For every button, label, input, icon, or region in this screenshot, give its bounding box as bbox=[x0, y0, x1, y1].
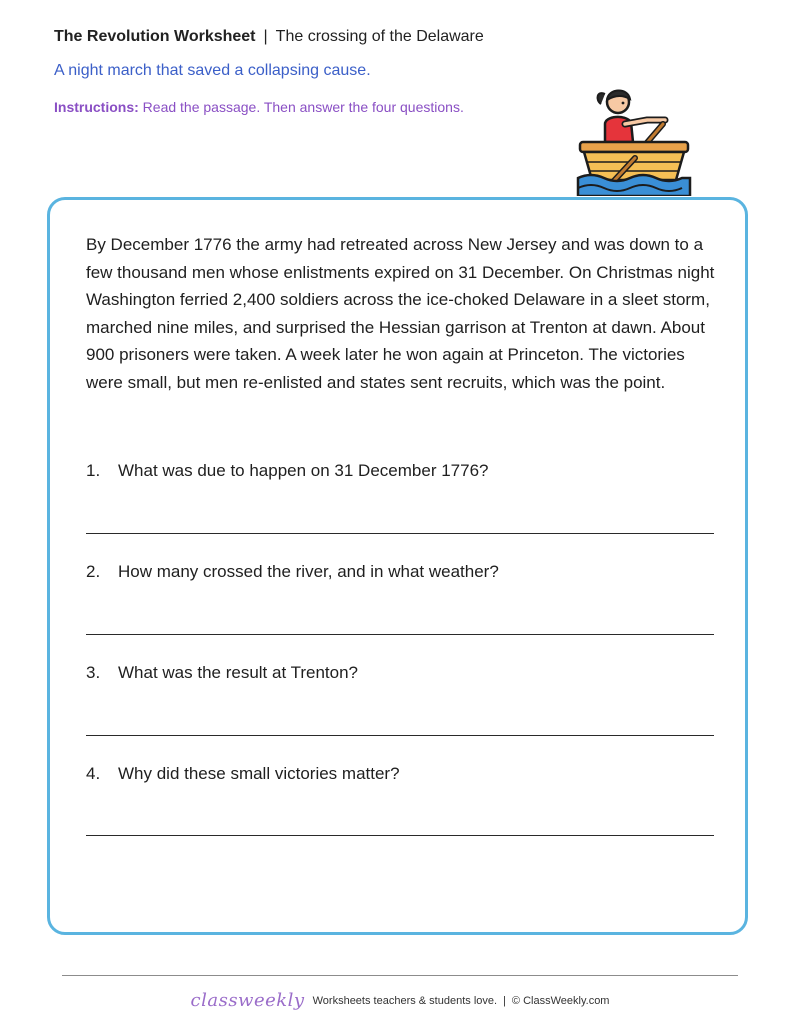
instructions-label: Instructions: bbox=[54, 99, 139, 115]
footer-tagline: Worksheets teachers & students love. bbox=[312, 995, 498, 1007]
footer-copyright: © ClassWeekly.com bbox=[511, 995, 610, 1007]
worksheet-title: The Revolution Worksheet bbox=[54, 28, 256, 45]
rowing-boat-icon bbox=[575, 80, 693, 196]
instructions bbox=[54, 98, 464, 116]
question-text: What was the result at Trenton? bbox=[118, 663, 359, 682]
question-number: 4. bbox=[86, 764, 101, 783]
header-separator: | bbox=[263, 28, 268, 45]
instructions-text: Read the passage. Then answer the four questions. bbox=[142, 99, 464, 115]
question-number: 2. bbox=[86, 562, 101, 581]
brand-logo: classweekly bbox=[190, 990, 305, 1011]
answer-line-1[interactable] bbox=[86, 533, 714, 534]
worksheet-header bbox=[54, 27, 484, 47]
answer-line-3[interactable] bbox=[86, 735, 714, 736]
reading-passage: By December 1776 the army had retreated across New Jersey and was down to a few thousand men whose enlistments expired on 31 December. On Christmas night Washington ferried 2,400 soldiers across the ice-choked Delaware in a sleet storm, marched nine miles, and surprised the Hessian garrison at Trenton at dawn. About 900 prisoners were taken. A week later he won again at Princeton. The victories were small, but men re-enlisted and states sent recruits, which was the point. bbox=[86, 235, 715, 392]
footer-divider bbox=[62, 975, 738, 976]
footer-separator: | bbox=[503, 995, 506, 1007]
footer bbox=[0, 990, 800, 1012]
question-text: Why did these small victories matter? bbox=[118, 764, 400, 783]
question-4 bbox=[86, 763, 714, 785]
question-3 bbox=[86, 662, 714, 684]
question-2 bbox=[86, 561, 714, 583]
question-number: 3. bbox=[86, 663, 101, 682]
question-1 bbox=[86, 460, 714, 482]
question-text: What was due to happen on 31 December 1776? bbox=[118, 461, 489, 480]
answer-line-4[interactable] bbox=[86, 835, 714, 836]
worksheet-subject: The crossing of the Delaware bbox=[275, 28, 484, 45]
answer-line-2[interactable] bbox=[86, 634, 714, 635]
worksheet-subtitle: A night march that saved a collapsing cause. bbox=[54, 62, 371, 79]
question-number: 1. bbox=[86, 461, 101, 480]
question-text: How many crossed the river, and in what weather? bbox=[118, 562, 499, 581]
